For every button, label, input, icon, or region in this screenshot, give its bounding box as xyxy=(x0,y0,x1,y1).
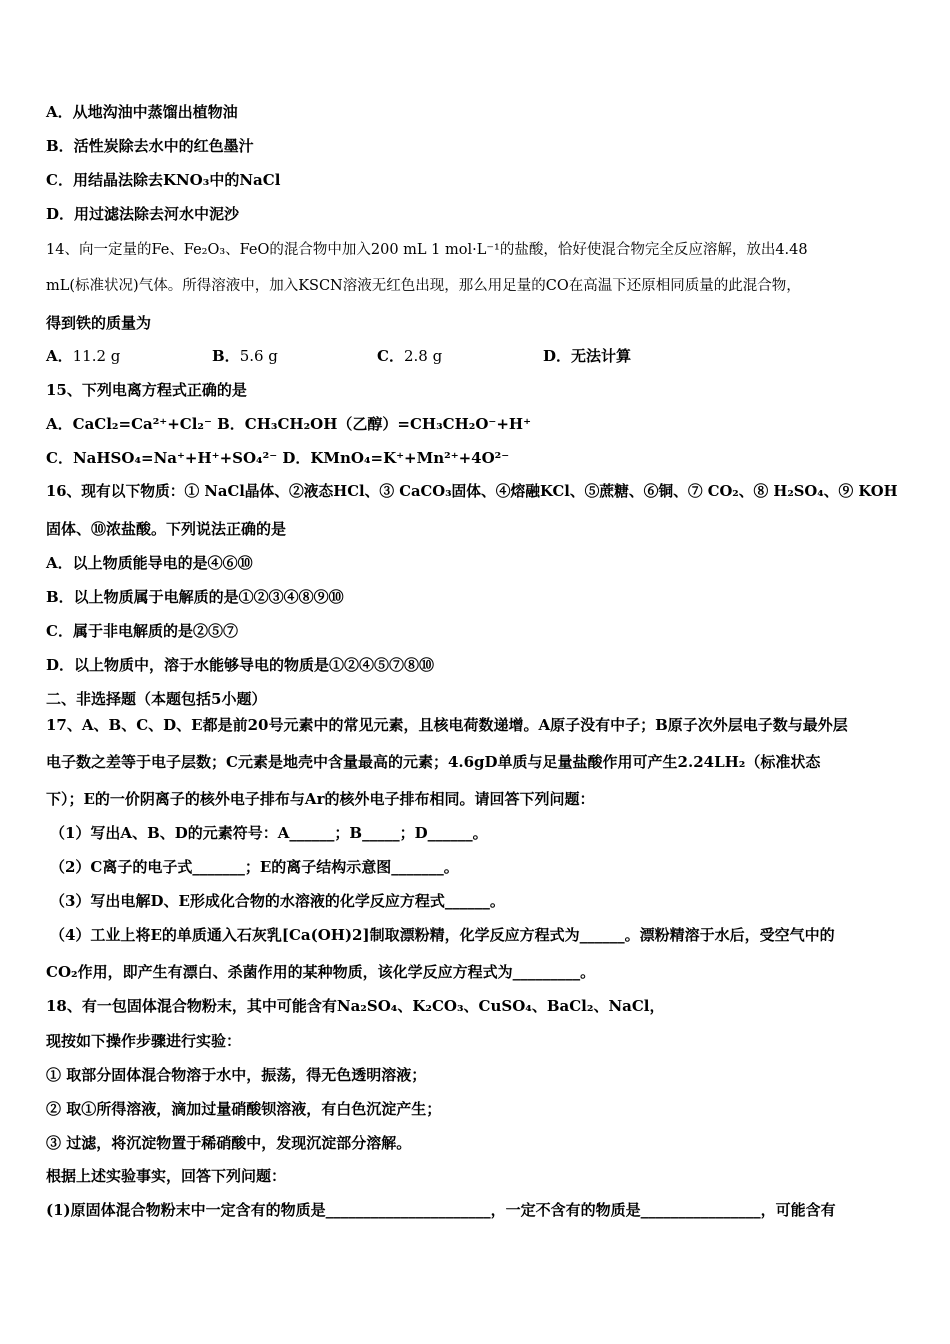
q13-option-c: C．用结晶法除去KNO₃中的NaCl xyxy=(46,171,281,189)
q17-sub3: （3）写出电解D、E形成化合物的水溶液的化学反应方程式______。 xyxy=(50,892,505,910)
q14-option-d-text: 无法计算 xyxy=(571,347,632,365)
q16-option-d: D．以上物质中，溶于水能够导电的物质是①②④⑤⑦⑧⑩ xyxy=(46,656,435,674)
q17-sub4-line1: （4）工业上将E的单质通入石灰乳[Ca(OH)2]制取漂粉精，化学反应方程式为______。漂粉精溶于水后，受空气中的 xyxy=(50,926,835,944)
q14-option-a-key: A． xyxy=(46,347,73,365)
q17-sub4-line2: CO₂作用，即产生有漂白、杀菌作用的某种物质，该化学反应方程式为_________。 xyxy=(46,963,596,981)
q13-option-d: D．用过滤法除去河水中泥沙 xyxy=(46,205,240,223)
q16-option-a: A．以上物质能导电的是④⑥⑩ xyxy=(46,554,253,572)
q18-stem-line1: 18、有一包固体混合物粉末，其中可能含有Na₂SO₄、K₂CO₃、CuSO₄、BaCl₂、NaCl， xyxy=(46,997,665,1015)
q15-options-row2: C．NaHSO₄=Na⁺+H⁺+SO₄²⁻ D．KMnO₄=K⁺+Mn²⁺+4O²⁻ xyxy=(46,449,510,467)
q18-step2: ② 取①所得溶液，滴加过量硝酸钡溶液，有白色沉淀产生； xyxy=(46,1100,442,1118)
q14-stem-line3: 得到铁的质量为 xyxy=(46,314,152,332)
q14-option-c-text: 2.8 g xyxy=(403,347,443,365)
q14-stem-line1: 14、向一定量的Fe、Fe₂O₃、FeO的混合物中加入200 mL 1 mol·L⁻¹的盐酸，恰好使混合物完全反应溶解，放出4.48 xyxy=(46,242,808,258)
q13-option-a: A．从地沟油中蒸馏出植物油 xyxy=(46,103,238,121)
q16-stem-line1: 16、现有以下物质：① NaCl晶体、②液态HCl、③ CaCO₃固体、④熔融KCl、⑤蔗糖、⑥铜、⑦ CO₂、⑧ H₂SO₄、⑨ KOH xyxy=(46,483,898,500)
q14-option-c xyxy=(377,346,442,366)
q14-option-c-key: C． xyxy=(377,347,404,365)
q14-option-b-key: B． xyxy=(212,347,240,365)
q14-stem-line2: mL(标准状况)气体。所得溶液中，加入KSCN溶液无红色出现，那么用足量的CO在高温下还原相同质量的此混合物， xyxy=(46,278,801,294)
q14-option-a-text: 11.2 g xyxy=(72,347,121,365)
q18-sub1: (1)原固体混合物粉末中一定含有的物质是______________________，一定不含有的物质是________________，可能含有 xyxy=(46,1201,836,1219)
q15-options-row1: A．CaCl₂=Ca²⁺+Cl₂⁻ B．CH₃CH₂OH（乙醇）=CH₃CH₂O⁻+H⁺ xyxy=(46,415,531,433)
section-title: 二、非选择题（本题包括5小题） xyxy=(46,690,267,708)
q14-option-b xyxy=(212,346,278,366)
q18-stem-line2: 现按如下操作步骤进行实验： xyxy=(46,1032,242,1050)
q17-stem-line3: 下）；E的一价阴离子的核外电子排布与Ar的核外电子排布相同。请回答下列问题： xyxy=(46,790,595,808)
q18-step1: ① 取部分固体混合物溶于水中，振荡，得无色透明溶液； xyxy=(46,1066,427,1084)
q15-stem: 15、下列电离方程式正确的是 xyxy=(46,381,247,399)
q14-option-b-text: 5.6 g xyxy=(239,347,278,365)
q16-option-b: B．以上物质属于电解质的是①②③④⑧⑨⑩ xyxy=(46,588,344,606)
q17-sub1: （1）写出A、B、D的元素符号：A______；B_____；D______。 xyxy=(50,824,488,842)
q16-option-c: C．属于非电解质的是②⑤⑦ xyxy=(46,622,238,640)
q17-stem-line1: 17、A、B、C、D、E都是前20号元素中的常见元素，且核电荷数递增。A原子没有中子；B原子次外层电子数与最外层 xyxy=(46,716,848,734)
q14-option-a xyxy=(46,346,120,366)
q14-option-d xyxy=(543,346,631,366)
q17-stem-line2: 电子数之差等于电子层数；C元素是地壳中含量最高的元素；4.6gD单质与足量盐酸作用可产生2.24LH₂（标准状态 xyxy=(46,753,821,771)
q16-stem-line2: 固体、⑩浓盐酸。下列说法正确的是 xyxy=(46,520,287,538)
q17-sub2: （2）C离子的电子式_______；E的离子结构示意图_______。 xyxy=(50,858,459,876)
q14-option-d-key: D． xyxy=(543,347,572,365)
q13-option-b: B．活性炭除去水中的红色墨汁 xyxy=(46,137,254,155)
q18-step3: ③ 过滤，将沉淀物置于稀硝酸中，发现沉淀部分溶解。 xyxy=(46,1134,412,1152)
q18-ask: 根据上述实验事实，回答下列问题： xyxy=(46,1167,287,1185)
